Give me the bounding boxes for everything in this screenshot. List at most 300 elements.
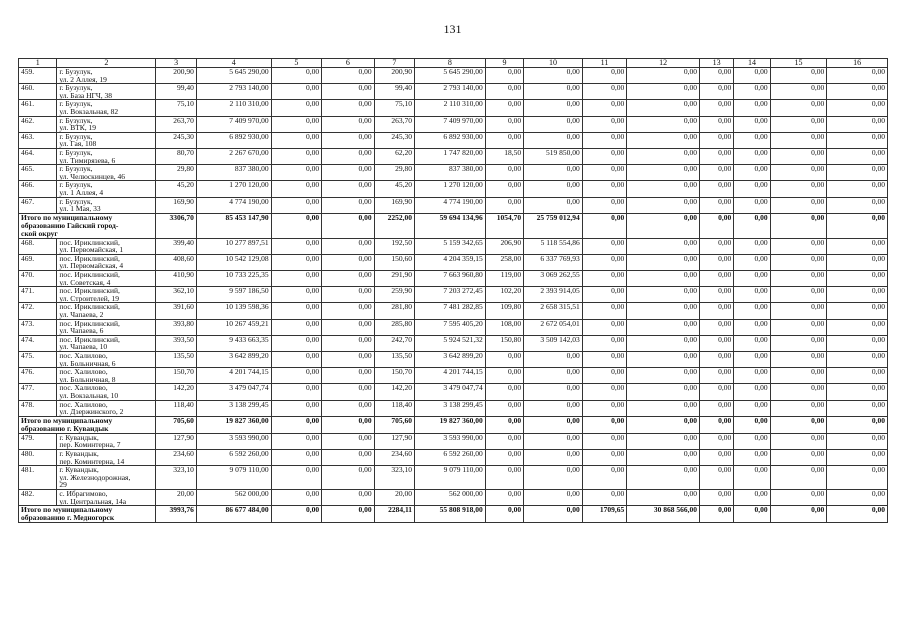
- column-number-3: 3: [156, 59, 196, 68]
- value-cell: 0,00: [485, 116, 523, 132]
- value-cell: 0,00: [827, 287, 888, 303]
- row-number: 478.: [19, 400, 57, 416]
- value-cell: 0,00: [524, 352, 583, 368]
- value-cell: 0,00: [322, 303, 375, 319]
- value-cell: 135,50: [156, 352, 196, 368]
- row-number: 473.: [19, 319, 57, 335]
- value-cell: 0,00: [734, 132, 770, 148]
- row-number: 474.: [19, 335, 57, 351]
- address-line: пос. Халилово,: [59, 367, 108, 377]
- value-cell: 150,80: [485, 335, 523, 351]
- value-cell: 0,00: [627, 68, 700, 84]
- address-cell: [57, 148, 156, 164]
- value-cell: 1 270 120,00: [196, 181, 271, 197]
- table-row: [19, 181, 888, 197]
- value-cell: 0,00: [524, 489, 583, 505]
- value-cell: 0,00: [271, 84, 322, 100]
- value-cell: 0,00: [524, 132, 583, 148]
- value-cell: 0,00: [734, 68, 770, 84]
- value-cell: 0,00: [271, 148, 322, 164]
- value-cell: 0,00: [699, 148, 733, 164]
- value-cell: 10 277 897,51: [196, 238, 271, 254]
- value-cell: 0,00: [582, 84, 626, 100]
- row-number: 469.: [19, 254, 57, 270]
- address-cell: [57, 433, 156, 449]
- value-cell: 362,10: [156, 287, 196, 303]
- value-cell: 0,00: [827, 132, 888, 148]
- value-cell: 142,20: [156, 384, 196, 400]
- value-cell: 127,90: [156, 433, 196, 449]
- value-cell: 0,00: [582, 238, 626, 254]
- total-row: [19, 416, 888, 433]
- value-cell: 234,60: [156, 449, 196, 465]
- value-cell: 0,00: [734, 352, 770, 368]
- table-row: [19, 84, 888, 100]
- address-cell: [57, 84, 156, 100]
- value-cell: 393,80: [156, 319, 196, 335]
- value-cell: 0,00: [734, 271, 770, 287]
- value-cell: 0,00: [734, 384, 770, 400]
- total-cell: 55 808 918,00: [415, 506, 486, 523]
- value-cell: 0,00: [827, 197, 888, 213]
- value-cell: 0,00: [699, 489, 733, 505]
- value-cell: 0,00: [627, 148, 700, 164]
- value-cell: 0,00: [322, 132, 375, 148]
- value-cell: 0,00: [827, 68, 888, 84]
- address-line: г. Кувандык,: [59, 433, 99, 442]
- value-cell: 2 393 914,05: [524, 287, 583, 303]
- value-cell: 0,00: [734, 303, 770, 319]
- value-cell: 0,00: [582, 181, 626, 197]
- value-cell: 0,00: [322, 384, 375, 400]
- value-cell: 0,00: [322, 287, 375, 303]
- value-cell: 6 337 769,93: [524, 254, 583, 270]
- value-cell: 0,00: [271, 489, 322, 505]
- value-cell: 0,00: [627, 449, 700, 465]
- total-cell: 0,00: [827, 416, 888, 433]
- value-cell: 0,00: [770, 254, 827, 270]
- total-cell: 0,00: [322, 506, 375, 523]
- address-line: ул. Центральная, 14а: [59, 496, 127, 506]
- total-cell: 0,00: [485, 416, 523, 433]
- value-cell: 0,00: [627, 84, 700, 100]
- address-line: г. Бузулук,: [59, 180, 93, 190]
- row-number: 482.: [19, 489, 57, 505]
- value-cell: 135,50: [374, 352, 414, 368]
- row-number: 461.: [19, 100, 57, 116]
- table-row: [19, 466, 888, 490]
- value-cell: 0,00: [827, 335, 888, 351]
- column-number-14: 14: [734, 59, 770, 68]
- value-cell: 0,00: [734, 449, 770, 465]
- value-cell: 837 380,00: [196, 165, 271, 181]
- page-number: 131: [443, 22, 462, 36]
- value-cell: 0,00: [734, 165, 770, 181]
- table-row: [19, 271, 888, 287]
- total-cell: 0,00: [827, 506, 888, 523]
- value-cell: 0,00: [770, 384, 827, 400]
- value-cell: 259,90: [374, 287, 414, 303]
- address-line: ул. Вокзальная, 82: [59, 106, 119, 116]
- total-label-line: Итого по муниципальному: [21, 416, 113, 425]
- value-cell: 6 892 930,00: [415, 132, 486, 148]
- value-cell: 0,00: [582, 165, 626, 181]
- table-row: [19, 335, 888, 351]
- value-cell: 0,00: [271, 466, 322, 490]
- value-cell: 0,00: [770, 449, 827, 465]
- value-cell: 0,00: [699, 466, 733, 490]
- value-cell: 0,00: [271, 319, 322, 335]
- value-cell: 3 069 262,55: [524, 271, 583, 287]
- table-row: [19, 254, 888, 270]
- value-cell: 0,00: [734, 489, 770, 505]
- total-row: [19, 506, 888, 523]
- value-cell: 0,00: [271, 271, 322, 287]
- value-cell: 0,00: [627, 433, 700, 449]
- value-cell: 0,00: [271, 287, 322, 303]
- value-cell: 0,00: [734, 335, 770, 351]
- table-row: [19, 100, 888, 116]
- address-cell: [57, 335, 156, 351]
- address-line: пос. Халилово,: [59, 383, 108, 393]
- value-cell: 6 592 260,00: [196, 449, 271, 465]
- value-cell: 0,00: [827, 352, 888, 368]
- value-cell: 0,00: [627, 368, 700, 384]
- value-cell: 29,80: [374, 165, 414, 181]
- value-cell: 0,00: [524, 100, 583, 116]
- total-cell: 3993,76: [156, 506, 196, 523]
- total-row: [19, 213, 888, 238]
- value-cell: 245,30: [156, 132, 196, 148]
- value-cell: 0,00: [699, 254, 733, 270]
- total-cell: 0,00: [827, 213, 888, 238]
- table-row: [19, 116, 888, 132]
- value-cell: 0,00: [699, 84, 733, 100]
- value-cell: 4 774 190,00: [415, 197, 486, 213]
- value-cell: 0,00: [485, 384, 523, 400]
- address-line: ул. Первомайская, 4: [59, 261, 124, 271]
- table-row: [19, 400, 888, 416]
- total-cell: 0,00: [485, 506, 523, 523]
- value-cell: 0,00: [770, 368, 827, 384]
- total-cell: 0,00: [770, 416, 827, 433]
- value-cell: 0,00: [770, 319, 827, 335]
- row-number: 459.: [19, 68, 57, 84]
- total-cell: 705,60: [156, 416, 196, 433]
- column-number-12: 12: [627, 59, 700, 68]
- value-cell: 0,00: [734, 181, 770, 197]
- address-line: пер. Коминтерна, 7: [59, 440, 121, 450]
- value-cell: 0,00: [582, 287, 626, 303]
- value-cell: 0,00: [582, 335, 626, 351]
- table-body: [19, 68, 888, 523]
- value-cell: 0,00: [582, 352, 626, 368]
- total-cell: 0,00: [322, 213, 375, 238]
- value-cell: 0,00: [322, 466, 375, 490]
- value-cell: 169,90: [156, 197, 196, 213]
- row-number: 465.: [19, 165, 57, 181]
- value-cell: 0,00: [524, 368, 583, 384]
- value-cell: 0,00: [271, 449, 322, 465]
- address-cell: [57, 254, 156, 270]
- value-cell: 393,50: [156, 335, 196, 351]
- address-cell: [57, 489, 156, 505]
- value-cell: 7 203 272,45: [415, 287, 486, 303]
- value-cell: 0,00: [627, 254, 700, 270]
- value-cell: 0,00: [627, 489, 700, 505]
- row-number: 462.: [19, 116, 57, 132]
- total-cell: 0,00: [734, 506, 770, 523]
- value-cell: 0,00: [627, 400, 700, 416]
- total-cell: 0,00: [322, 416, 375, 433]
- address-line: пер. Коминтерна, 14: [59, 456, 125, 466]
- value-cell: 3 593 990,00: [415, 433, 486, 449]
- value-cell: 1 270 120,00: [415, 181, 486, 197]
- value-cell: 6 592 260,00: [415, 449, 486, 465]
- value-cell: 10 733 225,35: [196, 271, 271, 287]
- table-row: [19, 449, 888, 465]
- value-cell: 0,00: [627, 287, 700, 303]
- value-cell: 0,00: [827, 181, 888, 197]
- address-line: ул. ВТК, 19: [59, 123, 97, 133]
- value-cell: 150,70: [156, 368, 196, 384]
- address-line: пос. Ириклинский,: [59, 238, 120, 247]
- value-cell: 0,00: [827, 165, 888, 181]
- value-cell: 0,00: [627, 181, 700, 197]
- value-cell: 0,00: [627, 165, 700, 181]
- row-number: 480.: [19, 449, 57, 465]
- total-cell: 30 868 566,00: [627, 506, 700, 523]
- address-line: г. Бузулук,: [59, 116, 93, 125]
- value-cell: 0,00: [627, 319, 700, 335]
- address-line: пос. Ириклинский,: [59, 335, 120, 344]
- value-cell: 109,80: [485, 303, 523, 319]
- value-cell: 0,00: [485, 84, 523, 100]
- value-cell: 0,00: [582, 68, 626, 84]
- value-cell: 263,70: [156, 116, 196, 132]
- address-line: ул. Советская, 4: [59, 277, 111, 287]
- value-cell: 0,00: [827, 100, 888, 116]
- total-label-line: ской округ: [21, 228, 58, 238]
- value-cell: 0,00: [770, 433, 827, 449]
- value-cell: 0,00: [734, 319, 770, 335]
- address-cell: [57, 466, 156, 490]
- value-cell: 0,00: [699, 116, 733, 132]
- address-line: пос. Ириклинский,: [59, 319, 120, 328]
- value-cell: 0,00: [322, 181, 375, 197]
- table-row: [19, 433, 888, 449]
- value-cell: 323,10: [156, 466, 196, 490]
- value-cell: 0,00: [699, 303, 733, 319]
- value-cell: 0,00: [271, 254, 322, 270]
- value-cell: 29,80: [156, 165, 196, 181]
- value-cell: 0,00: [582, 254, 626, 270]
- address-line: г. Бузулук,: [59, 132, 93, 141]
- row-number: 472.: [19, 303, 57, 319]
- total-cell: 19 827 360,00: [415, 416, 486, 433]
- value-cell: 0,00: [485, 165, 523, 181]
- address-line: ул. Железнодорожная,: [59, 472, 131, 482]
- column-number-9: 9: [485, 59, 523, 68]
- total-cell: 2252,00: [374, 213, 414, 238]
- value-cell: 9 433 663,35: [196, 335, 271, 351]
- total-cell: 0,00: [582, 416, 626, 433]
- table-row: [19, 368, 888, 384]
- value-cell: 80,70: [156, 148, 196, 164]
- value-cell: 192,50: [374, 238, 414, 254]
- column-number-13: 13: [699, 59, 733, 68]
- value-cell: 0,00: [734, 368, 770, 384]
- total-cell: 0,00: [627, 416, 700, 433]
- value-cell: 0,00: [699, 132, 733, 148]
- table-row: [19, 319, 888, 335]
- value-cell: 0,00: [770, 165, 827, 181]
- address-cell: [57, 100, 156, 116]
- total-cell: 19 827 360,00: [196, 416, 271, 433]
- value-cell: 0,00: [582, 303, 626, 319]
- value-cell: 3 479 047,74: [196, 384, 271, 400]
- value-cell: 0,00: [271, 165, 322, 181]
- value-cell: 0,00: [827, 449, 888, 465]
- value-cell: 0,00: [699, 197, 733, 213]
- column-number-10: 10: [524, 59, 583, 68]
- value-cell: 7 409 970,00: [415, 116, 486, 132]
- total-label-line: Итого по муниципальному: [21, 505, 113, 515]
- address-line: ул. Челюскинцев, 46: [59, 171, 125, 181]
- address-line: ул. 2 Аллея, 19: [59, 74, 107, 84]
- column-number-11: 11: [582, 59, 626, 68]
- value-cell: 0,00: [271, 238, 322, 254]
- value-cell: 0,00: [271, 368, 322, 384]
- address-cell: [57, 368, 156, 384]
- value-cell: 3 509 142,03: [524, 335, 583, 351]
- address-line: г. Кувандык,: [59, 449, 99, 458]
- total-cell: 59 694 134,96: [415, 213, 486, 238]
- value-cell: 150,70: [374, 368, 414, 384]
- value-cell: 0,00: [271, 303, 322, 319]
- value-cell: 0,00: [322, 165, 375, 181]
- total-label-line: Итого по муниципальному: [21, 213, 113, 222]
- value-cell: 0,00: [271, 433, 322, 449]
- value-cell: 0,00: [524, 449, 583, 465]
- value-cell: 0,00: [770, 238, 827, 254]
- total-label-line: образованию г. Медногорск: [21, 513, 115, 523]
- column-number-row: [19, 59, 888, 68]
- total-label: [19, 506, 156, 523]
- value-cell: 4 201 744,15: [415, 368, 486, 384]
- value-cell: 108,00: [485, 319, 523, 335]
- value-cell: 0,00: [322, 335, 375, 351]
- row-number: 463.: [19, 132, 57, 148]
- value-cell: 0,00: [770, 84, 827, 100]
- value-cell: 0,00: [699, 287, 733, 303]
- value-cell: 10 267 459,21: [196, 319, 271, 335]
- table-row: [19, 165, 888, 181]
- value-cell: 0,00: [827, 466, 888, 490]
- column-number-6: 6: [322, 59, 375, 68]
- value-cell: 5 645 290,00: [196, 68, 271, 84]
- value-cell: 3 642 899,20: [415, 352, 486, 368]
- table-row: [19, 287, 888, 303]
- value-cell: 0,00: [827, 433, 888, 449]
- value-cell: 7 409 970,00: [196, 116, 271, 132]
- value-cell: 0,00: [524, 400, 583, 416]
- total-cell: 85 453 147,90: [196, 213, 271, 238]
- address-line: с. Ибрагимово,: [59, 489, 108, 498]
- value-cell: 0,00: [770, 68, 827, 84]
- value-cell: 0,00: [582, 433, 626, 449]
- value-cell: 0,00: [322, 148, 375, 164]
- value-cell: 0,00: [770, 132, 827, 148]
- value-cell: 10 542 129,08: [196, 254, 271, 270]
- value-cell: 0,00: [699, 319, 733, 335]
- value-cell: 4 201 744,15: [196, 368, 271, 384]
- value-cell: 0,00: [827, 148, 888, 164]
- column-number-2: 2: [57, 59, 156, 68]
- value-cell: 0,00: [582, 116, 626, 132]
- value-cell: 519 850,00: [524, 148, 583, 164]
- total-cell: 0,00: [734, 416, 770, 433]
- value-cell: 2 658 315,51: [524, 303, 583, 319]
- column-number-16: 16: [827, 59, 888, 68]
- value-cell: 0,00: [627, 116, 700, 132]
- total-cell: 0,00: [699, 213, 733, 238]
- address-cell: [57, 165, 156, 181]
- value-cell: 0,00: [770, 197, 827, 213]
- table-row: [19, 489, 888, 505]
- address-line: ул. Первомайская, 1: [59, 245, 124, 255]
- column-number-7: 7: [374, 59, 414, 68]
- value-cell: 0,00: [271, 400, 322, 416]
- value-cell: 7 481 282,85: [415, 303, 486, 319]
- total-label: [19, 213, 156, 238]
- address-line: ул. Чапаева, 6: [59, 326, 104, 336]
- value-cell: 0,00: [827, 319, 888, 335]
- value-cell: 0,00: [582, 400, 626, 416]
- value-cell: 0,00: [271, 181, 322, 197]
- value-cell: 0,00: [627, 335, 700, 351]
- value-cell: 10 139 598,36: [196, 303, 271, 319]
- address-cell: [57, 68, 156, 84]
- value-cell: 0,00: [271, 335, 322, 351]
- value-cell: 281,80: [374, 303, 414, 319]
- value-cell: 0,00: [734, 287, 770, 303]
- address-line: ул. 1 Мая, 33: [59, 204, 101, 214]
- value-cell: 0,00: [627, 352, 700, 368]
- value-cell: 837 380,00: [415, 165, 486, 181]
- row-number: 470.: [19, 271, 57, 287]
- value-cell: 5 118 554,86: [524, 238, 583, 254]
- value-cell: 3 593 990,00: [196, 433, 271, 449]
- value-cell: 0,00: [827, 84, 888, 100]
- value-cell: 0,00: [734, 433, 770, 449]
- column-number-5: 5: [271, 59, 322, 68]
- value-cell: 0,00: [582, 489, 626, 505]
- value-cell: 3 138 299,45: [415, 400, 486, 416]
- value-cell: 245,30: [374, 132, 414, 148]
- value-cell: 0,00: [699, 68, 733, 84]
- value-cell: 0,00: [322, 100, 375, 116]
- address-line: ул. Тимирязева, 6: [59, 155, 116, 165]
- value-cell: 0,00: [524, 181, 583, 197]
- address-line: пос. Халилово,: [59, 400, 108, 409]
- value-cell: 0,00: [827, 384, 888, 400]
- value-cell: 0,00: [734, 197, 770, 213]
- value-cell: 291,90: [374, 271, 414, 287]
- value-cell: 0,00: [271, 100, 322, 116]
- address-line: ул. Чапаева, 2: [59, 310, 104, 320]
- value-cell: 0,00: [271, 197, 322, 213]
